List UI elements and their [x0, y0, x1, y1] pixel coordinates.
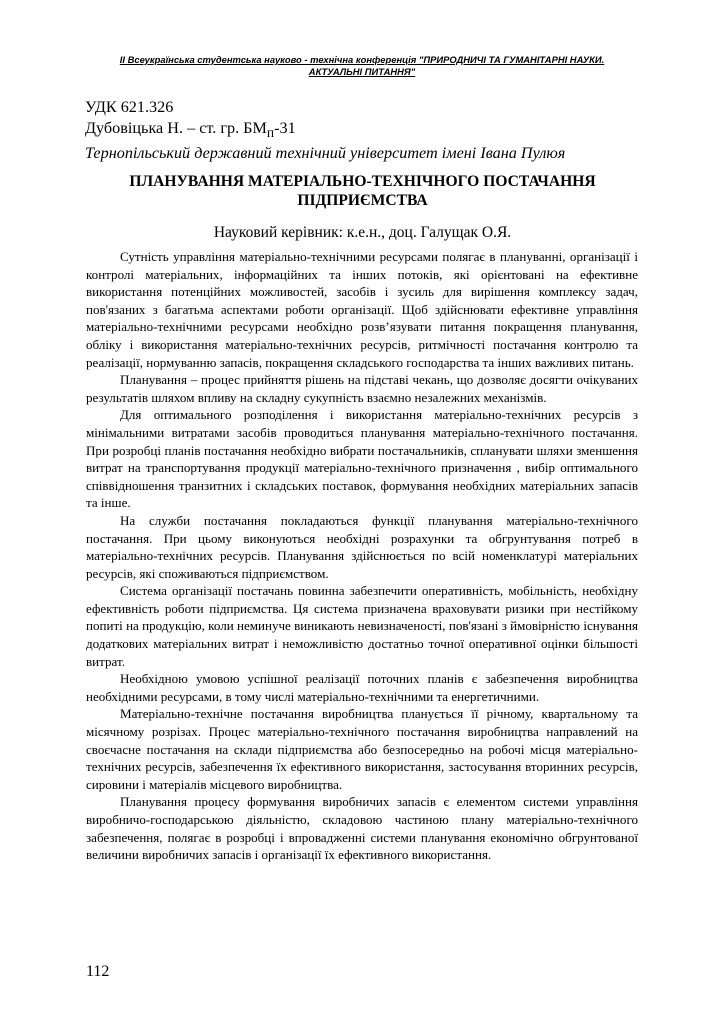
page-number: 112: [86, 963, 110, 980]
conference-header-line-1: ІІ Всеукраїнська студентська науково - технічна конференція "ПРИРОДНИЧІ ТА ГУМАНІТАРНІ НАУКИ.: [119, 54, 605, 65]
paragraph: На служби постачання покладаються функції планування матеріально-технічного постачання. При цьому виконуються необхідні розрахунки та обгрунтування потреб в матеріально-технічних ресурсів. Планування здійснюється по всій номенклатурі матеріальних ресурсів, які споживаються підприємством.: [86, 512, 638, 581]
university-name: Тернопільський державний технічний університет імені Івана Пулюя: [85, 144, 566, 163]
paragraph: Необхідною умовою успішної реалізації поточних планів є забезпечення виробництва необхідними ресурсами, в тому числі матеріально-технічними та енергетичними.: [86, 671, 638, 704]
author-group-suffix: -31: [274, 118, 296, 137]
paragraph: Планування – процес прийняття рішень на підставі чекань, що дозволяє досягти очікуваних результатів шляхом впливу на складну сукупність взаємно незалежних механізмів.: [86, 372, 638, 405]
author-line: [85, 118, 565, 144]
author-name: Дубовіцька Н. – ст. гр. БМ: [85, 118, 267, 137]
article-meta: [85, 97, 565, 164]
conference-header-line-2: АКТУАЛЬНІ ПИТАННЯ": [308, 66, 416, 77]
paragraph: Система організації постачань повинна забезпечити оперативність, мобільність, необхідну ефективність роботи підприємства. Ця система призначена враховувати ризики при нестійкому попиті на продукцію, коли неминуче виникають невизначеності, пов'язані з ймовірністю існування додаткових матеріальних витрат і неможливістю достатньо точної оперативної оцінки більшості витрат.: [86, 583, 638, 669]
conference-header: [96, 54, 628, 78]
article-title-line-1: ПЛАНУВАННЯ МАТЕРІАЛЬНО-ТЕХНІЧНОГО ПОСТАЧАННЯ: [129, 173, 596, 190]
article-title: [85, 172, 640, 210]
author-group-subscript: п: [266, 124, 275, 140]
paragraph: Матеріально-технічне постачання виробництва планується її річному, квартальному та місячному розрізах. Процес матеріально-технічного постачання виробництва направлений на своєчасне постачання на склади підприємства або безпосередньо на робочі місця матеріально-технічних ресурсів, забезпечення їх ефективного використання, застосування вторинних ресурсів, сировини і матеріалів місцевого виробництва.: [86, 706, 638, 792]
paragraph: Планування процесу формування виробничих запасів є елементом системи управління виробничо-господарською діяльністю, складовою частиною плану матеріально-технічного забезпечення, полягає в розробці і впровадженні системи планування економічно обгрунтованої величини виробничих запасів і організації їх ефективного використання.: [86, 794, 638, 863]
article-title-line-2: ПІДПРИЄМСТВА: [297, 192, 428, 209]
udc-code: УДК 621.326: [85, 98, 174, 116]
article-body: [86, 248, 638, 864]
paragraph: Сутність управління матеріально-технічними ресурсами полягає в плануванні, організації і контролі матеріальних, інформаційних та інших потоків, які орієнтовані на ефективне використання потенційних можливостей, засобів і зусиль для вирішення комплексу задач, пов'язаних з багатьма аспектами роботи організації. Щоб здійснювати ефективне управління матеріально-технічними ресурсами необхідно розв’язувати питання покращення планування, обліку і використання матеріально-технічних ресурсів, ритмічності постачання контролю та реалізації, нормуванню запасів, покращення складського господарства та інших важливих питань.: [86, 249, 638, 370]
paragraph: Для оптимального розподілення і використання матеріально-технічних ресурсів з мінімальними витратами засобів проводиться планування матеріально-технічного постачання. При розробці планів постачання необхідно вибрати постачальників, спланувати шляхи зменшення витрат на транспортування продукції матеріально-технічного призначення , вибір оптимального співвідношення транзитних і складських поставок, формування необхідних матеріальних запасів та інше.: [86, 407, 638, 511]
scientific-supervisor: Науковий керівник: к.е.н., доц. Галущак О.Я.: [213, 224, 512, 241]
